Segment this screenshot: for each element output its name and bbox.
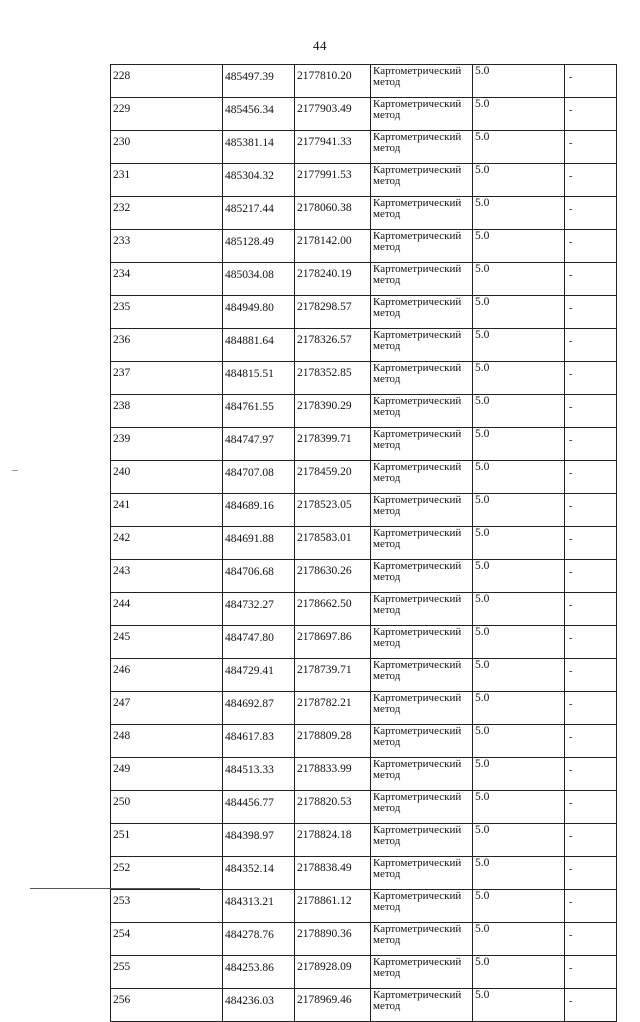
- accuracy-cell: 5.0: [473, 131, 565, 164]
- y-coordinate-cell: 2178861.12: [295, 890, 371, 923]
- y-coordinate-cell: 2177903.49: [295, 98, 371, 131]
- x-coordinate-cell: 484456.77: [223, 791, 295, 824]
- y-coordinate-cell: 2178833.99: [295, 758, 371, 791]
- x-coordinate-cell: 484747.97: [223, 428, 295, 461]
- note-cell: -: [565, 593, 617, 626]
- note-cell: -: [565, 758, 617, 791]
- method-cell: Картометрический метод: [371, 329, 473, 362]
- method-cell: Картометрический метод: [371, 461, 473, 494]
- accuracy-cell: 5.0: [473, 494, 565, 527]
- method-cell: Картометрический метод: [371, 560, 473, 593]
- table-row: [111, 791, 617, 824]
- method-cell: Картометрический метод: [371, 692, 473, 725]
- x-coordinate-cell: 484732.27: [223, 593, 295, 626]
- table-row: [111, 857, 617, 890]
- x-coordinate-cell: 484617.83: [223, 725, 295, 758]
- note-cell: -: [565, 725, 617, 758]
- note-cell: -: [565, 527, 617, 560]
- table-row: [111, 461, 617, 494]
- point-number-cell: 240: [111, 461, 223, 494]
- table-row: [111, 659, 617, 692]
- x-coordinate-cell: 484691.88: [223, 527, 295, 560]
- point-number-cell: 235: [111, 296, 223, 329]
- note-cell: -: [565, 692, 617, 725]
- point-number-cell: 229: [111, 98, 223, 131]
- accuracy-cell: 5.0: [473, 164, 565, 197]
- method-cell: Картометрический метод: [371, 494, 473, 527]
- method-cell: Картометрический метод: [371, 923, 473, 956]
- table-row: [111, 692, 617, 725]
- table-row: [111, 626, 617, 659]
- method-cell: Картометрический метод: [371, 98, 473, 131]
- table-row: [111, 824, 617, 857]
- x-coordinate-cell: 485128.49: [223, 230, 295, 263]
- method-cell: Картометрический метод: [371, 527, 473, 560]
- point-number-cell: 228: [111, 65, 223, 98]
- y-coordinate-cell: 2178523.05: [295, 494, 371, 527]
- point-number-cell: 243: [111, 560, 223, 593]
- y-coordinate-cell: 2178240.19: [295, 263, 371, 296]
- y-coordinate-cell: 2178662.50: [295, 593, 371, 626]
- method-cell: Картометрический метод: [371, 791, 473, 824]
- note-cell: -: [565, 197, 617, 230]
- x-coordinate-cell: 484313.21: [223, 890, 295, 923]
- accuracy-cell: 5.0: [473, 626, 565, 659]
- x-coordinate-cell: 484253.86: [223, 956, 295, 989]
- note-cell: -: [565, 395, 617, 428]
- note-cell: -: [565, 857, 617, 890]
- table-row: [111, 329, 617, 362]
- accuracy-cell: 5.0: [473, 923, 565, 956]
- y-coordinate-cell: 2178142.00: [295, 230, 371, 263]
- point-number-cell: 236: [111, 329, 223, 362]
- table-row: [111, 197, 617, 230]
- method-cell: Картометрический метод: [371, 428, 473, 461]
- table-row: [111, 593, 617, 626]
- note-cell: -: [565, 461, 617, 494]
- accuracy-cell: 5.0: [473, 560, 565, 593]
- table-row: [111, 725, 617, 758]
- point-number-cell: 242: [111, 527, 223, 560]
- point-number-cell: 245: [111, 626, 223, 659]
- point-number-cell: 241: [111, 494, 223, 527]
- note-cell: -: [565, 923, 617, 956]
- note-cell: -: [565, 428, 617, 461]
- accuracy-cell: 5.0: [473, 395, 565, 428]
- point-number-cell: 230: [111, 131, 223, 164]
- accuracy-cell: 5.0: [473, 362, 565, 395]
- table-row: [111, 494, 617, 527]
- page-number: 44: [313, 38, 327, 53]
- x-coordinate-cell: 484761.55: [223, 395, 295, 428]
- table-row: [111, 263, 617, 296]
- method-cell: Картометрический метод: [371, 230, 473, 263]
- accuracy-cell: 5.0: [473, 263, 565, 296]
- method-cell: Картометрический метод: [371, 263, 473, 296]
- x-coordinate-cell: 484707.08: [223, 461, 295, 494]
- table-row: [111, 890, 617, 923]
- accuracy-cell: 5.0: [473, 98, 565, 131]
- method-cell: Картометрический метод: [371, 395, 473, 428]
- accuracy-cell: 5.0: [473, 758, 565, 791]
- table-row: [111, 527, 617, 560]
- y-coordinate-cell: 2178824.18: [295, 824, 371, 857]
- accuracy-cell: 5.0: [473, 890, 565, 923]
- method-cell: Картометрический метод: [371, 197, 473, 230]
- point-number-cell: 254: [111, 923, 223, 956]
- y-coordinate-cell: 2178838.49: [295, 857, 371, 890]
- point-number-cell: 251: [111, 824, 223, 857]
- y-coordinate-cell: 2178782.21: [295, 692, 371, 725]
- accuracy-cell: 5.0: [473, 989, 565, 1022]
- point-number-cell: 237: [111, 362, 223, 395]
- method-cell: Картометрический метод: [371, 659, 473, 692]
- method-cell: Картометрический метод: [371, 164, 473, 197]
- table-row: [111, 560, 617, 593]
- point-number-cell: 255: [111, 956, 223, 989]
- method-cell: Картометрический метод: [371, 956, 473, 989]
- point-number-cell: 256: [111, 989, 223, 1022]
- method-cell: Картометрический метод: [371, 593, 473, 626]
- table-row: [111, 362, 617, 395]
- note-cell: -: [565, 626, 617, 659]
- y-coordinate-cell: 2178298.57: [295, 296, 371, 329]
- x-coordinate-cell: 484815.51: [223, 362, 295, 395]
- accuracy-cell: 5.0: [473, 593, 565, 626]
- y-coordinate-cell: 2178928.09: [295, 956, 371, 989]
- accuracy-cell: 5.0: [473, 725, 565, 758]
- x-coordinate-cell: 484706.68: [223, 560, 295, 593]
- x-coordinate-cell: 484949.80: [223, 296, 295, 329]
- point-number-cell: 253: [111, 890, 223, 923]
- note-cell: -: [565, 98, 617, 131]
- table-row: [111, 395, 617, 428]
- table-row: [111, 131, 617, 164]
- point-number-cell: 231: [111, 164, 223, 197]
- note-cell: -: [565, 824, 617, 857]
- point-number-cell: 250: [111, 791, 223, 824]
- accuracy-cell: 5.0: [473, 791, 565, 824]
- x-coordinate-cell: 484692.87: [223, 692, 295, 725]
- accuracy-cell: 5.0: [473, 527, 565, 560]
- y-coordinate-cell: 2177991.53: [295, 164, 371, 197]
- x-coordinate-cell: 484729.41: [223, 659, 295, 692]
- point-number-cell: 247: [111, 692, 223, 725]
- y-coordinate-cell: 2178399.71: [295, 428, 371, 461]
- point-number-cell: 252: [111, 857, 223, 890]
- x-coordinate-cell: 484747.80: [223, 626, 295, 659]
- method-cell: Картометрический метод: [371, 626, 473, 659]
- coordinates-table: [110, 64, 617, 1022]
- x-coordinate-cell: 484689.16: [223, 494, 295, 527]
- method-cell: Картометрический метод: [371, 725, 473, 758]
- point-number-cell: 239: [111, 428, 223, 461]
- y-coordinate-cell: 2178739.71: [295, 659, 371, 692]
- accuracy-cell: 5.0: [473, 197, 565, 230]
- accuracy-cell: 5.0: [473, 956, 565, 989]
- table-row: [111, 758, 617, 791]
- note-cell: -: [565, 65, 617, 98]
- x-coordinate-cell: 484236.03: [223, 989, 295, 1022]
- y-coordinate-cell: 2178326.57: [295, 329, 371, 362]
- method-cell: Картометрический метод: [371, 131, 473, 164]
- x-coordinate-cell: 485034.08: [223, 263, 295, 296]
- note-cell: -: [565, 791, 617, 824]
- y-coordinate-cell: 2178969.46: [295, 989, 371, 1022]
- x-coordinate-cell: 485304.32: [223, 164, 295, 197]
- accuracy-cell: 5.0: [473, 659, 565, 692]
- x-coordinate-cell: 484352.14: [223, 857, 295, 890]
- table-row: [111, 164, 617, 197]
- table-row: [111, 230, 617, 263]
- table-row: [111, 98, 617, 131]
- accuracy-cell: 5.0: [473, 461, 565, 494]
- table-row: [111, 989, 617, 1022]
- method-cell: Картометрический метод: [371, 758, 473, 791]
- accuracy-cell: 5.0: [473, 296, 565, 329]
- y-coordinate-cell: 2178060.38: [295, 197, 371, 230]
- table-row: [111, 956, 617, 989]
- method-cell: Картометрический метод: [371, 296, 473, 329]
- accuracy-cell: 5.0: [473, 65, 565, 98]
- note-cell: -: [565, 329, 617, 362]
- accuracy-cell: 5.0: [473, 428, 565, 461]
- x-coordinate-cell: 484513.33: [223, 758, 295, 791]
- x-coordinate-cell: 485497.39: [223, 65, 295, 98]
- note-cell: -: [565, 659, 617, 692]
- method-cell: Картометрический метод: [371, 857, 473, 890]
- margin-mark: [12, 470, 18, 471]
- y-coordinate-cell: 2177810.20: [295, 65, 371, 98]
- point-number-cell: 234: [111, 263, 223, 296]
- y-coordinate-cell: 2178583.01: [295, 527, 371, 560]
- method-cell: Картометрический метод: [371, 65, 473, 98]
- accuracy-cell: 5.0: [473, 230, 565, 263]
- note-cell: -: [565, 956, 617, 989]
- note-cell: -: [565, 263, 617, 296]
- note-cell: -: [565, 164, 617, 197]
- note-cell: -: [565, 230, 617, 263]
- y-coordinate-cell: 2178697.86: [295, 626, 371, 659]
- note-cell: -: [565, 989, 617, 1022]
- x-coordinate-cell: 484278.76: [223, 923, 295, 956]
- table-row: [111, 428, 617, 461]
- point-number-cell: 244: [111, 593, 223, 626]
- y-coordinate-cell: 2178630.26: [295, 560, 371, 593]
- y-coordinate-cell: 2178390.29: [295, 395, 371, 428]
- method-cell: Картометрический метод: [371, 362, 473, 395]
- point-number-cell: 233: [111, 230, 223, 263]
- table-row: [111, 923, 617, 956]
- y-coordinate-cell: 2177941.33: [295, 131, 371, 164]
- method-cell: Картометрический метод: [371, 824, 473, 857]
- y-coordinate-cell: 2178352.85: [295, 362, 371, 395]
- accuracy-cell: 5.0: [473, 824, 565, 857]
- accuracy-cell: 5.0: [473, 329, 565, 362]
- x-coordinate-cell: 484881.64: [223, 329, 295, 362]
- method-cell: Картометрический метод: [371, 890, 473, 923]
- accuracy-cell: 5.0: [473, 857, 565, 890]
- note-cell: -: [565, 890, 617, 923]
- y-coordinate-cell: 2178459.20: [295, 461, 371, 494]
- accuracy-cell: 5.0: [473, 692, 565, 725]
- point-number-cell: 246: [111, 659, 223, 692]
- point-number-cell: 238: [111, 395, 223, 428]
- x-coordinate-cell: 485456.34: [223, 98, 295, 131]
- x-coordinate-cell: 484398.97: [223, 824, 295, 857]
- point-number-cell: 248: [111, 725, 223, 758]
- note-cell: -: [565, 131, 617, 164]
- y-coordinate-cell: 2178820.53: [295, 791, 371, 824]
- y-coordinate-cell: 2178890.36: [295, 923, 371, 956]
- note-cell: -: [565, 296, 617, 329]
- table-row: [111, 296, 617, 329]
- note-cell: -: [565, 494, 617, 527]
- coordinates-table-body: [111, 65, 617, 1022]
- method-cell: Картометрический метод: [371, 989, 473, 1022]
- note-cell: -: [565, 362, 617, 395]
- note-cell: -: [565, 560, 617, 593]
- footer-rule: [30, 888, 200, 889]
- table-row: [111, 65, 617, 98]
- x-coordinate-cell: 485217.44: [223, 197, 295, 230]
- y-coordinate-cell: 2178809.28: [295, 725, 371, 758]
- point-number-cell: 249: [111, 758, 223, 791]
- point-number-cell: 232: [111, 197, 223, 230]
- x-coordinate-cell: 485381.14: [223, 131, 295, 164]
